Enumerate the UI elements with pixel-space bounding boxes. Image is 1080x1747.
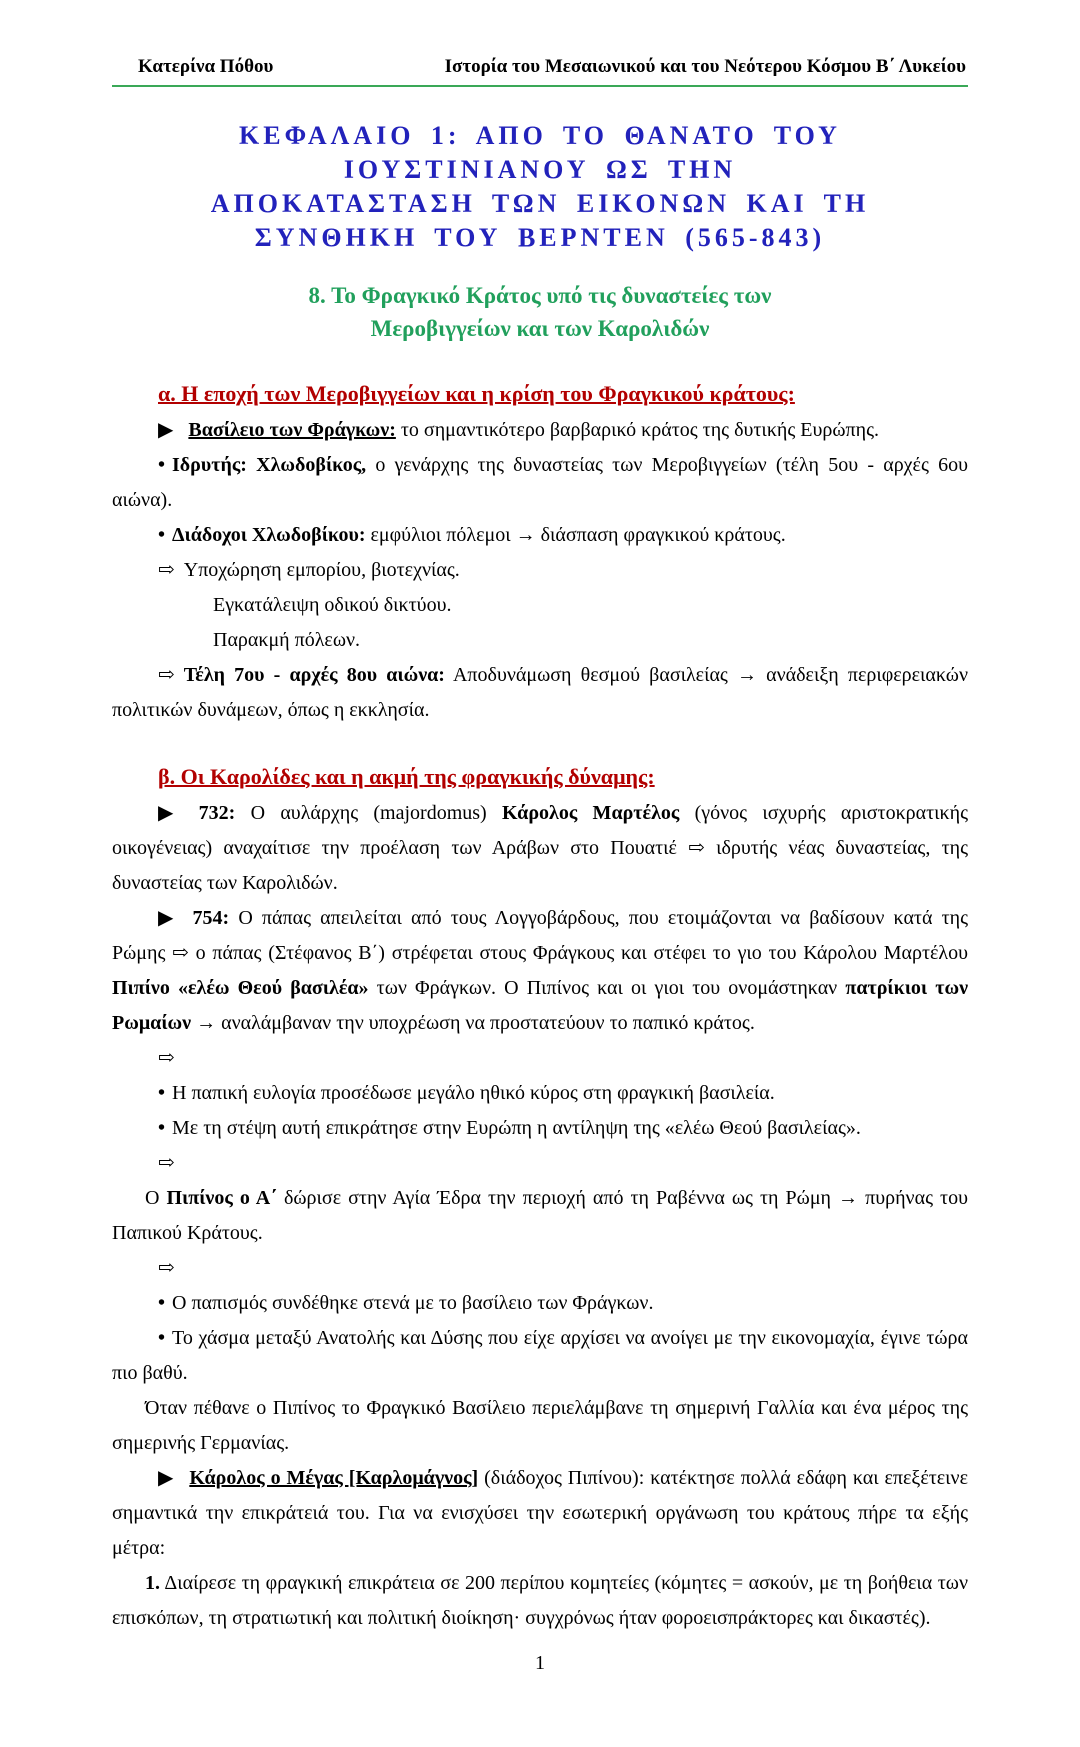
paragraph-commerce-decline: [112, 553, 968, 588]
text-segment: Κάρολος Μαρτέλος: [501, 802, 680, 824]
text-segment: Η παπική ευλογία προσέδωσε μεγάλο ηθικό κύρος στη φραγκική βασιλεία.: [172, 1082, 775, 1104]
bullet-icon: •: [158, 1292, 166, 1314]
bullet-icon: •: [158, 1327, 166, 1349]
text-segment: Πιπίνος ο Α΄: [166, 1187, 277, 1209]
arrow-line: [112, 1041, 968, 1076]
text-segment: Πιπίνο «ελέω Θεού βασιλέα»: [112, 977, 369, 999]
text-segment: Υποχώρηση εμπορίου, βιοτεχνίας.: [183, 559, 460, 581]
arrow-line: [112, 1146, 968, 1181]
title-line: ΙΟΥΣΤΙΝΙΑΝΟΥ ΩΣ ΤΗΝ: [343, 155, 737, 184]
paragraph-pepin-donation: [112, 1181, 968, 1251]
text-segment: Ο παπισμός συνδέθηκε στενά με το βασίλειο των Φράγκων.: [172, 1292, 654, 1314]
text-segment: Ο πάπας απειλείται από τους Λογγοβάρδους, που ετοιμάζονται να βαδίσουν κατά της Ρώμης ⇨ ο πάπας (Στέφανος Β΄) στρέφεται στους Φράγκους και στέφει το γιο του Κάρολου Μαρτέλου: [112, 907, 968, 964]
paragraph-successors: [112, 518, 968, 553]
text-segment: Αποδυνάμωση θεσμού βασιλείας → ανάδειξη περιφερειακών πολιτικών δυνάμεων, όπως η εκκλησία.: [112, 664, 968, 721]
text-segment: δώρισε στην Αγία Έδρα την περιοχή από τη Ραβέννα ως τη Ρώμη → πυρήνας του Παπικού Κράτους.: [112, 1187, 968, 1244]
paragraph-road-network: [112, 588, 968, 623]
text-segment: (διάδοχος Πιπίνου): κατέκτησε πολλά εδάφη και επεξέτεινε σημαντικά την επικράτειά του. Για να ενισχύσει την εσωτερική οργάνωση του κράτους πήρε τα εξής μέτρα:: [112, 1467, 969, 1559]
paragraph-754: [112, 901, 968, 1041]
triangle-bullet-icon: ▶: [158, 802, 184, 824]
text-segment: Κάρολος ο Μέγας [Καρλομάγνος]: [189, 1467, 479, 1489]
header-course-title: Ιστορία του Μεσαιωνικού και του Νεότερου Κόσμου Β΄ Λυκείου: [444, 56, 966, 77]
arrow-icon: ⇨: [158, 1152, 175, 1174]
text-segment: 754:: [192, 907, 230, 929]
text-segment: α. Η εποχή των Μεροβιγγείων και η κρίση του Φραγκικού κράτους:: [158, 381, 795, 406]
bullet-icon: •: [158, 1117, 166, 1139]
bullet-icon: •: [158, 454, 166, 476]
paragraph-east-west-rift: [112, 1321, 968, 1391]
text-segment: Διαίρεσε τη φραγκική επικράτεια σε 200 περίπου κομητείες (κόμητες = ασκούν, με τη βοήθεια των επισκόπων, τη στρατιωτική και πολιτική διοίκηση· συγχρόνως ήταν φοροεισπράκτορες και δικαστές).: [112, 1572, 968, 1629]
page-number: 1: [535, 1652, 545, 1674]
paragraph-papism-bond: [112, 1286, 968, 1321]
title-line: Μεροβιγγείων και των Καρολιδών: [370, 316, 710, 341]
title-line: ΚΕΦΑΛΑΙΟ 1: ΑΠΟ ΤΟ ΘΑΝΑΤΟ ΤΟΥ: [239, 121, 841, 150]
arrow-icon: ⇨: [158, 1257, 175, 1279]
bullet-icon: •: [158, 1082, 166, 1104]
arrow-icon: ⇨: [158, 1047, 175, 1069]
page-footer: [112, 1636, 968, 1747]
paragraph-papal-blessing: [112, 1076, 968, 1111]
paragraph-732: [112, 796, 968, 901]
text-segment: β. Οι Καρολίδες και η ακμή της φραγκικής δύναμης:: [158, 764, 655, 789]
chapter-title: [112, 119, 968, 255]
arrow-icon: ⇨: [158, 664, 175, 686]
text-segment: Τέλη 7ου - αρχές 8ου αιώνα:: [183, 664, 445, 686]
text-segment: Το χάσμα μεταξύ Ανατολής και Δύσης που είχε αρχίσει να ανοίγει με την εικονομαχία, έγινε τώρα πιο βαθύ.: [112, 1327, 968, 1384]
text-segment: Βασίλειο των Φράγκων:: [188, 419, 396, 441]
text-segment: ο γενάρχης της δυναστείας των Μεροβιγγείων (τέλη 5ου - αρχές 6ου αιώνα).: [112, 454, 968, 511]
triangle-bullet-icon: ▶: [158, 419, 174, 441]
bullet-icon: •: [158, 524, 166, 546]
text-segment: Με τη στέψη αυτή επικράτησε στην Ευρώπη η αντίληψη της «ελέω Θεού βασιλείας».: [172, 1117, 861, 1139]
header-author: Κατερίνα Πόθου: [138, 56, 274, 77]
text-segment: (γόνος ισχυρής αριστοκρατικής οικογένειας) αναχαίτισε την προέλαση των Αράβων στο Πουατιέ ⇨ ιδρυτής νέας δυναστείας, της δυναστείας των Καρολιδών.: [112, 802, 968, 894]
heading-carolingians: [112, 758, 968, 796]
arrow-line: [112, 1251, 968, 1286]
paragraph-measure-1: [112, 1566, 968, 1636]
text-segment: Εγκατάλειψη οδικού δικτύου.: [213, 594, 452, 616]
text-segment: εμφύλιοι πόλεμοι → διάσπαση φραγκικού κράτους.: [365, 524, 786, 546]
paragraph-coronation: [112, 1111, 968, 1146]
text-segment: 1.: [145, 1572, 160, 1594]
document-body: [112, 363, 968, 1636]
text-segment: πατρίκιοι των Ρωμαίων →: [112, 977, 969, 1034]
paragraph-founder: [112, 448, 968, 518]
text-segment: Ιδρυτής: Χλωδοβίκος,: [172, 454, 367, 476]
text-segment: Όταν πέθανε ο Πιπίνος το Φραγκικό Βασίλειο περιελάμβανε τη σημερινή Γαλλία και ένα μέρος της σημερινής Γερμανίας.: [112, 1397, 968, 1454]
page-header: [112, 56, 968, 78]
text-segment: Ο αυλάρχης (majordomus): [235, 802, 502, 824]
paragraph-city-decline: [112, 623, 968, 658]
section-title: [112, 279, 968, 345]
text-segment: Παρακμή πόλεων.: [213, 629, 361, 651]
title-line: ΑΠΟΚΑΤΑΣΤΑΣΗ ΤΩΝ ΕΙΚΟΝΩΝ ΚΑΙ ΤΗ: [210, 189, 870, 218]
paragraph-pepin-death: [112, 1391, 968, 1461]
text-segment: 732:: [198, 802, 236, 824]
arrow-icon: ⇨: [158, 559, 175, 581]
text-segment: Διάδοχοι Χλωδοβίκου:: [172, 524, 366, 546]
triangle-bullet-icon: ▶: [158, 907, 178, 929]
header-divider: [112, 85, 968, 87]
paragraph-charlemagne: [112, 1461, 968, 1566]
paragraph-late-7th-century: [112, 658, 968, 728]
text-segment: Ο: [145, 1187, 167, 1209]
title-line: ΣΥΝΘΗΚΗ ΤΟΥ ΒΕΡΝΤΕΝ (565-843): [254, 223, 826, 252]
text-segment: αναλάμβαναν την υποχρέωση να προστατεύουν το παπικό κράτος.: [216, 1012, 755, 1034]
heading-merovingians: [112, 375, 968, 413]
text-segment: το σημαντικότερο βαρβαρικό κράτος της δυτικής Ευρώπης.: [395, 419, 880, 441]
triangle-bullet-icon: ▶: [158, 1467, 175, 1489]
title-line: 8. Το Φραγκικό Κράτος υπό τις δυναστείες των: [308, 283, 772, 308]
text-segment: των Φράγκων. Ο Πιπίνος και οι γιοι του ονομάστηκαν: [368, 977, 846, 999]
paragraph-frank-kingdom: [112, 413, 968, 448]
